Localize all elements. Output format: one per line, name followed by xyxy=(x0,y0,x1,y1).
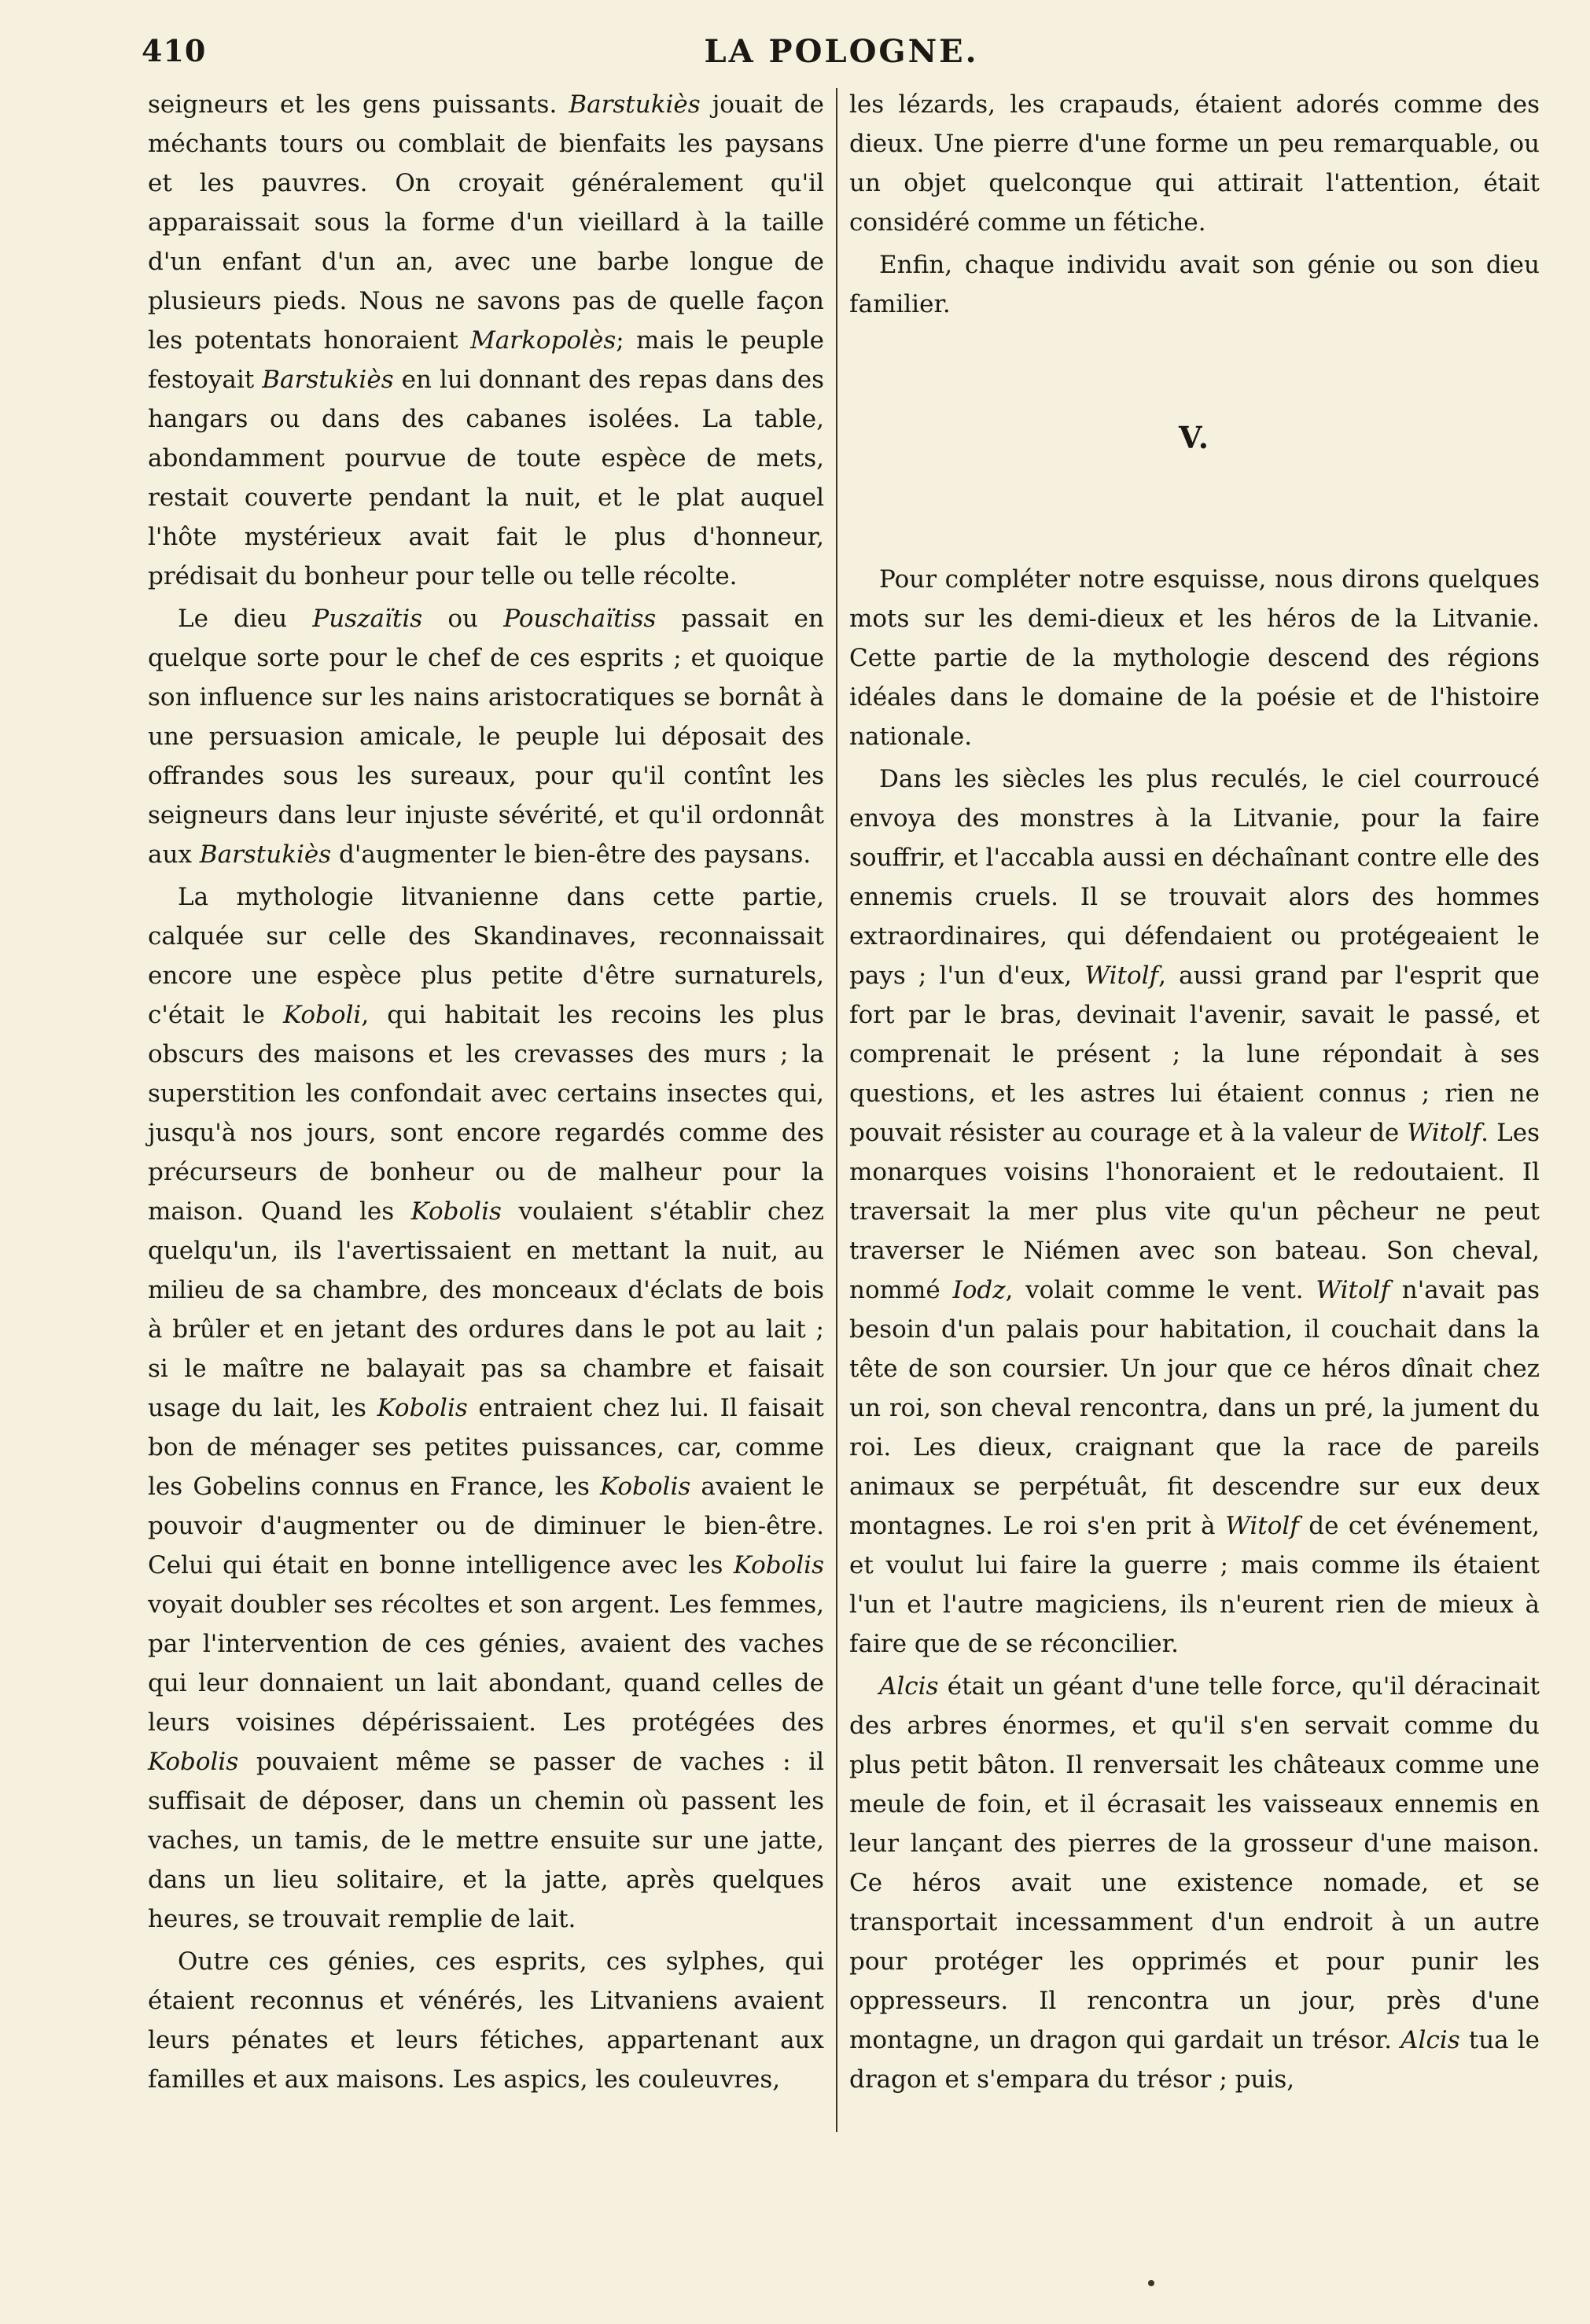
running-title: LA POLOGNE. xyxy=(704,33,979,70)
italic-name: Kobolis xyxy=(600,1473,691,1501)
paragraph xyxy=(849,759,1540,1664)
right-column xyxy=(849,85,1540,2102)
text-run: , volait comme le vent. xyxy=(1005,1276,1316,1304)
page-header xyxy=(142,33,1541,72)
ink-dot xyxy=(1148,2280,1154,2286)
text-run: seigneurs et les gens puissants. xyxy=(148,90,569,119)
left-column xyxy=(148,85,824,2102)
italic-name: Witolf xyxy=(1407,1119,1481,1147)
italic-name: Barstukiès xyxy=(569,90,701,119)
italic-name: Kobolis xyxy=(410,1197,502,1226)
column-divider xyxy=(836,88,837,2132)
paragraph xyxy=(148,877,824,1939)
paragraph xyxy=(148,599,824,874)
italic-name: Barstukiès xyxy=(262,366,394,394)
text-run: Enfin, chaque individu avait son génie ou son dieu familier. xyxy=(849,251,1540,318)
italic-name: Koboli xyxy=(283,1001,362,1029)
text-run: pouvaient même se passer de vaches : il suffisait de déposer, dans un chemin où passent les vaches, un tamis, de le mettre ensuite sur une jatte, dans un lieu solitaire, et la jatte, après quelques heures, se trouvait remplie de lait. xyxy=(148,1748,824,1933)
text-run: entraient chez lui. Il faisait bon de ménager ses petites puissances, car, comme les Gobelins connus en France, les xyxy=(148,1394,824,1501)
text-run: tua le dragon et s'empara du trésor ; puis, xyxy=(849,2026,1540,2094)
text-run: Le dieu xyxy=(178,605,313,633)
italic-name: Witolf xyxy=(1084,962,1159,990)
paragraph xyxy=(148,1942,824,2099)
text-run: n'avait pas besoin d'un palais pour habitation, il couchait dans la tête de son coursier. Un jour que ce héros dînait chez un roi, son cheval rencontra, dans un pré, la jument du roi. Les dieux, craignant que la race de pareils animaux se perpétuât, fit descendre sur eux deux montagnes. Le roi s'en prit à xyxy=(849,1276,1540,1540)
text-run: Dans les siècles les plus reculés, le ciel courroucé envoya des monstres à la Litvanie, pour la faire souffrir, et l'accabla aussi en déchaînant contre elle des ennemis cruels. Il se trouvait alors des hommes extraordinaires, qui défendaient ou protégeaient le pays ; l'un d'eux, xyxy=(849,765,1540,990)
text-run: ou xyxy=(422,605,504,633)
text-run: voulaient s'établir chez quelqu'un, ils l'avertissaient en mettant la nuit, au milieu de sa chambre, des monceaux d'éclats de bois à brûler et en jetant des ordures dans le pot au lait ; si le maître ne balayait pas sa chambre et faisait usage du lait, les xyxy=(148,1197,824,1422)
italic-name: Kobolis xyxy=(148,1748,239,1776)
italic-name: Kobolis xyxy=(733,1551,824,1579)
text-run: La mythologie litvanienne dans cette partie, calquée sur celle des Skandinaves, reconnaissait encore une espèce plus petite d'être surnaturels, c'était le xyxy=(148,883,824,1029)
text-run: passait en quelque sorte pour le chef de ces esprits ; et quoique son influence sur les nains aristocratiques se bornât à une persuasion amicale, le peuple lui déposait des offrandes sous les sureaux, pour qu'il contînt les seigneurs dans leur injuste sévérité, et qu'il ordonnât aux xyxy=(148,605,824,869)
italic-name: Puszaïtis xyxy=(312,605,423,633)
italic-name: Alcis xyxy=(879,1672,939,1701)
text-run: , aussi grand par l'esprit que fort par le bras, devinait l'avenir, savait le passé, et comprenait le présent ; la lune répondait à ses questions, et les astres lui étaient connus ; rien ne pouvait résister au courage et à la valeur de xyxy=(849,962,1540,1147)
text-run: voyait doubler ses récoltes et son argent. Les femmes, par l'intervention de ces génies, avaient des vaches qui leur donnaient un lait abondant, quand celles de leurs voisines dépérissaient. Les protégées des xyxy=(148,1590,824,1737)
paragraph xyxy=(148,85,824,596)
paragraph xyxy=(849,1667,1540,2099)
section-heading: V. xyxy=(1178,420,1211,455)
page-number: 410 xyxy=(142,33,207,68)
italic-name: Markopolès xyxy=(470,326,616,355)
text-run: de cet événement, et voulut lui faire la guerre ; mais comme ils étaient l'un et l'autre magiciens, ils n'eurent rien de mieux à faire que de se réconcilier. xyxy=(849,1512,1540,1658)
paragraph xyxy=(849,85,1540,242)
paragraph xyxy=(849,560,1540,756)
italic-name: Iodz xyxy=(952,1276,1006,1304)
text-run: les lézards, les crapauds, étaient adorés comme des dieux. Une pierre d'une forme un peu remarquable, ou un objet quelconque qui attirait l'attention, était considéré comme un fétiche. xyxy=(849,90,1540,237)
text-run: était un géant d'une telle force, qu'il déracinait des arbres énormes, et qu'il s'en servait comme du plus petit bâton. Il renversait les châteaux comme une meule de foin, et il écrasait les vaisseaux ennemis en leur lançant des pierres de la grosseur d'une maison. Ce héros avait une existence nomade, et se transportait incessamment d'un endroit à un autre pour protéger les opprimés et pour punir les oppresseurs. Il rencontra un jour, près d'une montagne, un dragon qui gardait un trésor. xyxy=(849,1672,1540,2054)
text-run: d'augmenter le bien-être des paysans. xyxy=(331,840,812,869)
italic-name: Witolf xyxy=(1316,1276,1390,1304)
italic-name: Pouschaïtiss xyxy=(503,605,657,633)
text-run: . Les monarques voisins l'honoraient et le redoutaient. Il traversait la mer plus vite qu'un pêcheur ne peut traverser le Niémen avec son bateau. Son cheval, nommé xyxy=(849,1119,1540,1304)
text-run: ; mais le peuple festoyait xyxy=(148,326,824,394)
italic-name: Kobolis xyxy=(377,1394,468,1422)
italic-name: Alcis xyxy=(1400,2026,1460,2054)
text-run: Outre ces génies, ces esprits, ces sylphes, qui étaient reconnus et vénérés, les Litvaniens avaient leurs pénates et leurs fétiches, appartenant aux familles et aux maisons. Les aspics, les couleuvres, xyxy=(148,1947,824,2094)
text-run: Pour compléter notre esquisse, nous dirons quelques mots sur les demi-dieux et les héros de la Litvanie. Cette partie de la mythologie descend des régions idéales dans le domaine de la poésie et de l'histoire nationale. xyxy=(849,565,1540,751)
italic-name: Barstukiès xyxy=(199,840,332,869)
text-run: en lui donnant des repas dans des hangars ou dans des cabanes isolées. La table, abondamment pourvue de toute espèce de mets, restait couverte pendant la nuit, et le plat auquel l'hôte mystérieux avait fait le plus d'honneur, prédisait du bonheur pour telle ou telle récolte. xyxy=(148,366,824,590)
text-run: avaient le pouvoir d'augmenter ou de diminuer le bien-être. Celui qui était en bonne intelligence avec les xyxy=(148,1473,824,1579)
paragraph xyxy=(849,245,1540,324)
italic-name: Witolf xyxy=(1225,1512,1299,1540)
text-run: , qui habitait les recoins les plus obscurs des maisons et les crevasses des murs ; la superstition les confondait avec certains insectes qui, jusqu'à nos jours, sont encore regardés comme des précurseurs de bonheur ou de malheur pour la maison. Quand les xyxy=(148,1001,825,1226)
text-run: jouait de méchants tours ou comblait de bienfaits les paysans et les pauvres. On croyait généralement qu'il apparaissait sous la forme d'un vieillard à la taille d'un enfant d'un an, avec une barbe longue de plusieurs pieds. Nous ne savons pas de quelle façon les potentats honoraient xyxy=(148,90,824,355)
